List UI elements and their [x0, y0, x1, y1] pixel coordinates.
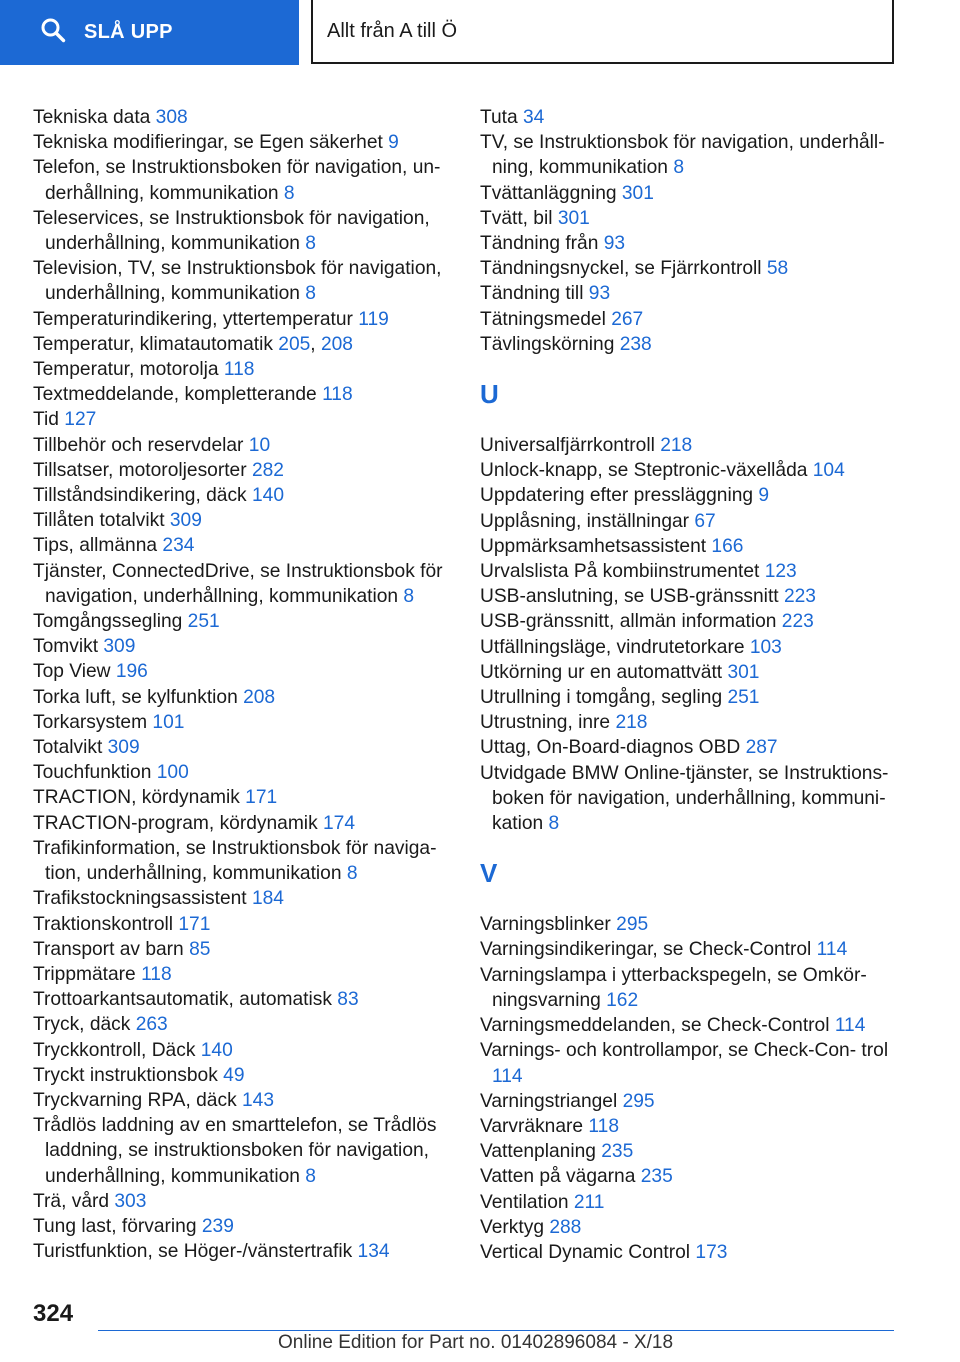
index-entry-text: Urvalslista På kombiinstrumentet: [480, 561, 765, 583]
page-link[interactable]: 118: [141, 963, 172, 985]
page-link[interactable]: 171: [178, 913, 211, 935]
index-entry-text: Tillsatser, motoroljesorter: [33, 459, 252, 481]
page-link[interactable]: 166: [711, 535, 744, 557]
index-entry-text: Tips, allmänna: [33, 535, 163, 557]
page-link[interactable]: 93: [603, 233, 626, 255]
index-entry-text: Uppdatering efter pressläggning: [480, 485, 759, 507]
index-entry: [480, 761, 900, 837]
index-entry-text: Tomgångssegling: [33, 611, 188, 633]
index-entry-text: Universalfjärrkontroll: [480, 435, 661, 457]
index-entry: [480, 433, 900, 458]
page-link[interactable]: 208: [243, 686, 276, 708]
index-entry: [480, 660, 900, 685]
index-entry: [33, 962, 453, 987]
index-entry: [33, 1088, 453, 1113]
index-entry-text: Varningslampa i ytterbackspegeln, se Omkör‐ ningsvarning: [480, 964, 867, 1011]
index-entry: [480, 685, 900, 710]
page-link[interactable]: 100: [156, 762, 189, 784]
page-number: 324: [33, 1300, 74, 1327]
page-link[interactable]: 58: [766, 258, 789, 280]
index-entry-text: Teleservices, se Instruktionsbok för navigation, underhållning, kommunikation: [33, 207, 430, 255]
index-entry: [33, 634, 453, 659]
index-entry-text: Temperatur, motorolja: [33, 359, 224, 381]
page-link[interactable]: 93: [588, 283, 611, 305]
index-entry: [33, 1012, 453, 1037]
index-entry: [480, 307, 900, 332]
index-entry-text: Utfällningsläge, vindrutetorkare: [480, 636, 750, 658]
index-entry: [33, 987, 453, 1012]
index-entry-text: Unlock-knapp, se Steptronic-växellåda: [480, 460, 813, 482]
index-entry: [33, 382, 453, 407]
index-entry: [33, 912, 453, 937]
page-link[interactable]: 67: [694, 510, 716, 532]
index-entry: [33, 155, 453, 205]
index-entry: [33, 130, 453, 155]
index-entry: [480, 281, 900, 306]
index-entry-text: Vertical Dynamic Control: [480, 1241, 696, 1263]
index-entry-text: Vattenplaning: [480, 1141, 602, 1163]
page-link[interactable]: 238: [619, 333, 652, 355]
index-entry: [33, 886, 453, 911]
index-entry: [480, 559, 900, 584]
index-entry-text: Television, TV, se Instruktionsbok för navigation, underhållning, kommunikation: [33, 258, 442, 305]
index-entry: [480, 1139, 900, 1164]
index-entry: [480, 483, 900, 508]
page-link[interactable]: 173: [695, 1241, 728, 1263]
index-entry: [33, 836, 453, 886]
index-entry-text: Utrullning i tomgång, segling: [480, 687, 728, 709]
section-title: Allt från A till Ö: [327, 19, 458, 42]
index-entry: [480, 458, 900, 483]
index-entry: [33, 533, 453, 558]
page-link[interactable]: 208: [320, 333, 353, 355]
index-entry-text: Trottoarkantsautomatik, automatisk: [33, 989, 338, 1011]
page-link[interactable]: 9: [758, 485, 770, 507]
index-entry: [480, 1038, 900, 1088]
index-entry: [33, 811, 453, 836]
index-entry: [33, 1063, 453, 1088]
page-link[interactable]: 140: [251, 485, 284, 507]
page-link[interactable]: 287: [745, 737, 778, 759]
index-entry: [33, 105, 453, 130]
index-entry-text: Tillståndsindikering, däck: [33, 485, 252, 507]
index-entry: [33, 458, 453, 483]
page-link[interactable]: 8: [403, 585, 415, 607]
page-link[interactable]: 235: [640, 1166, 673, 1188]
index-entry: [480, 509, 900, 534]
page-link[interactable]: 218: [660, 435, 693, 457]
index-entry-text: Tvättanläggning: [480, 182, 622, 204]
index-entry-text: Tryckvarning RPA, däck: [33, 1089, 242, 1111]
index-entry: [480, 912, 900, 937]
index-entry: [33, 659, 453, 684]
index-entry: [33, 433, 453, 458]
index-column-left: [33, 105, 453, 1264]
page-link[interactable]: 171: [245, 787, 278, 809]
index-entry-text: Varningsindikeringar, se Check-Control: [480, 939, 817, 961]
page-link[interactable]: 211: [573, 1191, 605, 1213]
index-entry-text: Tändning från: [480, 233, 604, 255]
index-entry: [33, 256, 453, 306]
top-bar: [0, 0, 960, 66]
page-link[interactable]: 267: [611, 308, 644, 330]
index-entry-text: Verktyg: [480, 1216, 550, 1238]
page-link[interactable]: 196: [115, 661, 148, 683]
index-entry: [480, 105, 900, 130]
page-link[interactable]: 8: [305, 233, 316, 255]
page-link[interactable]: 251: [187, 611, 220, 633]
page-link[interactable]: 114: [834, 1015, 866, 1037]
index-entry: [480, 1240, 900, 1265]
index-entry-text: Utkörning ur en automattvätt: [480, 661, 728, 683]
footer-divider: [98, 1330, 894, 1331]
index-entry-text: Tryck, däck: [33, 1014, 136, 1036]
page-link[interactable]: 85: [189, 938, 211, 960]
index-entry: [480, 1089, 900, 1114]
index-entry-text: Tillbehör och reservdelar: [33, 434, 249, 456]
index-entry-text: Tillåten totalvikt: [33, 510, 170, 532]
index-entry: [480, 130, 900, 180]
page-link[interactable]: 119: [358, 308, 389, 330]
page-link[interactable]: 301: [621, 182, 654, 204]
page-link[interactable]: 309: [107, 737, 140, 759]
index-entry-text: Tuta: [480, 107, 524, 128]
page-link[interactable]: 8: [346, 863, 358, 885]
search-button-label: SLÅ UPP: [84, 21, 173, 43]
page-link[interactable]: 101: [152, 711, 185, 733]
page-link[interactable]: 235: [601, 1141, 634, 1163]
index-entry-text: Uppmärksamhetsassistent: [480, 535, 712, 557]
index-entry-text: USB-anslutning, se USB-gränssnitt: [480, 586, 784, 608]
index-entry-text: Temperatur, klimatautomatik: [33, 333, 279, 355]
index-entry-text: Ventilation: [480, 1191, 574, 1213]
page-link[interactable]: 239: [201, 1215, 234, 1237]
index-entry: [480, 231, 900, 256]
index-entry: [480, 1164, 900, 1189]
index-entry-text: Transport av barn: [33, 938, 190, 960]
index-entry-text: Turistfunktion, se Höger-/vänstertrafik: [33, 1241, 358, 1263]
index-entry-text: Trafikinformation, se Instruktionsbok för naviga‐ tion, underhållning, kommunikation: [33, 837, 437, 885]
index-entry: [33, 1239, 453, 1264]
index-entry: [33, 1113, 453, 1189]
index-entry: [33, 1189, 453, 1214]
page-link[interactable]: 123: [764, 561, 797, 583]
index-entry: [480, 332, 900, 357]
page-link[interactable]: 8: [548, 813, 560, 835]
page-link[interactable]: 118: [223, 359, 255, 381]
page-link[interactable]: 104: [812, 460, 845, 482]
index-entry-text: Varvräknare: [480, 1115, 589, 1137]
index-entry-text: Tävlingskörning: [480, 333, 620, 355]
index-entry-text: Tekniska data: [33, 107, 156, 128]
index-entry: [33, 483, 453, 508]
page-link[interactable]: 205: [278, 333, 311, 355]
index-entry: [33, 407, 453, 432]
index-entry-text: Varningstriangel: [480, 1090, 623, 1112]
page-link[interactable]: 127: [64, 409, 97, 431]
page-link[interactable]: 114: [816, 939, 848, 961]
index-entry-text: Torkarsystem: [33, 711, 153, 733]
page-link[interactable]: 143: [242, 1089, 275, 1111]
page-link[interactable]: 301: [557, 207, 590, 229]
index-entry: [33, 508, 453, 533]
index-entry-text: Trådlös laddning av en smarttelefon, se Trådlös laddning, se instruktionsboken för navigation, underhållning, kommunikation: [33, 1115, 437, 1187]
index-entry: [480, 206, 900, 231]
index-entry: [33, 307, 453, 332]
index-entry-text: Tändning till: [480, 283, 589, 305]
index-entry: [33, 1038, 453, 1063]
index-entry: [33, 609, 453, 634]
page-link[interactable]: 303: [114, 1190, 147, 1212]
index-entry-text: Utrustning, inre: [480, 712, 616, 734]
index-entry: [33, 206, 453, 256]
index-entry-text: Telefon, se Instruktionsboken för navigation, un‐ derhållning, kommunikation: [33, 157, 441, 204]
index-entry-text: Traktionskontroll: [33, 913, 179, 935]
index-entry-text: Tändningsnyckel, se Fjärrkontroll: [480, 258, 767, 280]
page-link[interactable]: 295: [622, 1090, 655, 1112]
page-link[interactable]: 103: [749, 636, 782, 658]
index-entry: [33, 760, 453, 785]
index-entry-text: Varningsmeddelanden, se Check-Control: [480, 1015, 835, 1037]
index-entry: [480, 256, 900, 281]
index-entry: [33, 559, 453, 609]
index-entry-text: Torka luft, se kylfunktion: [33, 686, 244, 708]
page-link[interactable]: 251: [727, 687, 760, 709]
index-entry-text: Trä, vård: [33, 1190, 115, 1212]
search-button[interactable]: [0, 0, 299, 65]
index-entry-text: Touchfunktion: [33, 762, 157, 784]
index-entry: [480, 1114, 900, 1139]
page-link[interactable]: 295: [616, 914, 649, 936]
page-link[interactable]: 9: [388, 132, 399, 154]
index-entry: [33, 1214, 453, 1239]
page-link[interactable]: 140: [200, 1039, 233, 1061]
page-link[interactable]: 114: [492, 1065, 523, 1087]
index-entry: [480, 735, 900, 760]
index-entry: [480, 1013, 900, 1038]
page-link[interactable]: 134: [357, 1241, 390, 1263]
index-entry: [33, 937, 453, 962]
page-link[interactable]: 301: [727, 661, 760, 683]
index-entry-text: Vatten på vägarna: [480, 1166, 641, 1188]
index-entry-text: Tryckkontroll, Däck: [33, 1039, 201, 1061]
index-entry: [480, 534, 900, 559]
index-entry: [33, 357, 453, 382]
page-link[interactable]: 174: [323, 812, 356, 834]
page-link[interactable]: 162: [606, 989, 639, 1011]
page-link[interactable]: 218: [615, 712, 648, 734]
page-link[interactable]: 34: [523, 107, 545, 128]
page-link[interactable]: 83: [337, 989, 359, 1011]
index-entry: [33, 685, 453, 710]
index-entry: Temperatur, klimatautomatik 205, 208: [33, 333, 353, 355]
page-link[interactable]: 8: [673, 157, 684, 179]
index-entry: [33, 735, 453, 760]
index-entry-text: Trippmätare: [33, 963, 142, 985]
page-link[interactable]: 282: [251, 459, 284, 481]
search-icon: [40, 17, 66, 48]
index-entry-text: Tid: [33, 409, 65, 431]
footer-edition-text: Online Edition for Part no. 01402896084 - X/18: [278, 1332, 674, 1353]
index-entry-text: Tvätt, bil: [480, 207, 558, 229]
index-entry-text: Uttag, On-Board-diagnos OBD: [480, 737, 746, 759]
index-letter-heading: V: [480, 858, 498, 889]
index-entry-text: Tätningsmedel: [480, 308, 612, 330]
index-letter-heading: U: [480, 379, 499, 410]
index-entry: [480, 937, 900, 962]
index-entry-text: TRACTION, kördynamik: [33, 787, 246, 809]
index-entry-text: TRACTION-program, kördynamik: [33, 812, 323, 834]
index-entry: [480, 635, 900, 660]
index-entry-text: Tomvikt: [33, 636, 104, 658]
index-entry-text: Textmeddelande, kompletterande: [33, 384, 323, 406]
page-link[interactable]: 8: [283, 182, 295, 204]
page-link[interactable]: 118: [322, 384, 353, 406]
index-entry-text: Totalvikt: [33, 737, 108, 759]
index-entry: [480, 181, 900, 206]
index-entry: [480, 710, 900, 735]
index-entry-text: Tryckt instruktionsbok: [33, 1064, 224, 1086]
index-entry-text: Tekniska modifieringar, se Egen säkerhet: [33, 132, 389, 154]
index-entry-text: Tjänster, ConnectedDrive, se Instruktionsbok för navigation, underhållning, kommunikation: [33, 560, 443, 607]
page-link[interactable]: 223: [781, 611, 814, 633]
index-entry-text: Top View: [33, 661, 116, 683]
page-link[interactable]: 49: [223, 1064, 245, 1086]
index-entry-text: TV, se Instruktionsbok för navigation, underhåll‐ ning, kommunikation: [480, 132, 885, 179]
page-link[interactable]: 223: [783, 586, 816, 608]
index-entry-text: Varnings- och kontrollampor, se Check-Con‐ trol: [480, 1040, 889, 1062]
index-entry: [480, 609, 900, 634]
index-entry: [33, 785, 453, 810]
page-link[interactable]: 309: [169, 510, 202, 532]
page-link[interactable]: 308: [155, 107, 188, 128]
index-column-right: [480, 105, 900, 1265]
index-entry-text: Utvidgade BMW Online-tjänster, se Instruktions‐ boken för navigation, underhållning, kommuni‐ kation: [480, 762, 889, 835]
index-entry-text: USB-gränssnitt, allmän information: [480, 611, 782, 633]
index-entry-text: Tung last, förvaring: [33, 1215, 202, 1237]
page-link[interactable]: 288: [549, 1216, 582, 1238]
page-link[interactable]: 184: [251, 888, 284, 910]
index-entry: [480, 1215, 900, 1240]
page-link[interactable]: 263: [135, 1014, 168, 1036]
index-entry: [480, 963, 900, 1013]
section-title-tab[interactable]: [311, 0, 894, 64]
index-entry-text: Varningsblinker: [480, 914, 617, 936]
page-link[interactable]: 8: [305, 1165, 316, 1187]
index-entry-text: Upplåsning, inställningar: [480, 510, 695, 532]
page-link[interactable]: 234: [162, 535, 195, 557]
index-entry: [480, 1190, 900, 1215]
index-entry-text: Temperaturindikering, yttertemperatur: [33, 308, 359, 330]
index-entry: [33, 710, 453, 735]
page-link[interactable]: 10: [248, 434, 271, 456]
page-link[interactable]: 118: [588, 1115, 620, 1137]
page-link[interactable]: 8: [305, 283, 316, 305]
index-entry: [480, 584, 900, 609]
index-entry-text: Trafikstockningsassistent: [33, 888, 252, 910]
page-link[interactable]: 309: [103, 636, 136, 658]
